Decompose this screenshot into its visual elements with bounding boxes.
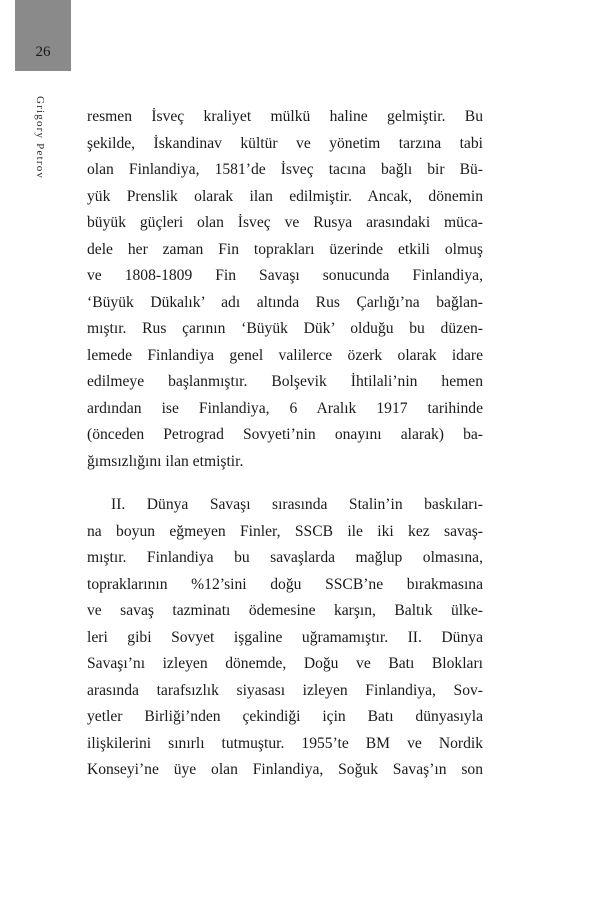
text-line: ve 1808-1809 Fin Savaşı sonucunda Finlandiya, xyxy=(87,267,483,284)
text-line: ğımsızlığını ilan etmiştir. xyxy=(87,452,244,470)
page-number-tab xyxy=(15,0,71,71)
text-line: II. Dünya Savaşı sırasında Stalin’in baskıları- xyxy=(111,496,483,513)
text-line: lemede Finlandiya genel valilerce özerk olarak idare xyxy=(87,346,483,364)
text-line: resmen İsveç kraliyet mülkü haline gelmiştir. Bu xyxy=(87,108,483,125)
running-head xyxy=(34,96,50,226)
text-line: na boyun eğmeyen Finler, SSCB ile iki kez savaş- xyxy=(87,522,483,540)
text-line: büyük güçleri olan İsveç ve Rusya arasındaki müca- xyxy=(87,214,483,231)
text-line: mıştır. Finlandiya bu savaşlarda mağlup olmasına, xyxy=(87,549,483,566)
text-line: şekilde, İskandinav kültür ve yönetim tarzına tabi xyxy=(87,134,483,152)
page-number: 26 xyxy=(35,44,51,60)
body-text xyxy=(87,104,483,784)
text-line: edilmeye başlanmıştır. Bolşevik İhtilali’nin hemen xyxy=(87,373,483,390)
text-line: ve savaş tazminatı ödemesine karşın, Baltık ülke- xyxy=(87,602,483,619)
text-line: olan Finlandiya, 1581’de İsveç tacına bağlı bir Bü- xyxy=(87,161,483,178)
running-head-author: Grigory Petrov xyxy=(34,96,46,180)
text-line: yetler Birliği’nden çekindiği için Batı dünyasıyla xyxy=(87,708,483,725)
paragraph-1 xyxy=(87,104,483,475)
text-line: yük Prenslik olarak ilan edilmiştir. Ancak, dönemin xyxy=(87,187,483,205)
text-line: (önceden Petrograd Sovyeti’nin onayını alarak) ba- xyxy=(87,426,483,443)
text-line: arasında tarafsızlık siyasası izleyen Finlandiya, Sov- xyxy=(87,681,483,699)
text-line: ilişkilerini sınırlı tutmuştur. 1955’te BM ve Nordik xyxy=(87,734,483,752)
text-line: ‘Büyük Dükalık’ adı altında Rus Çarlığı’na bağlan- xyxy=(87,293,483,311)
paragraph-2 xyxy=(87,492,483,784)
text-line: topraklarının %12’sini doğu SSCB’ne bırakmasına xyxy=(87,575,483,593)
text-line: Konseyi’ne üye olan Finlandiya, Soğuk Savaş’ın son xyxy=(87,761,483,778)
text-line: leri gibi Sovyet işgaline uğramamıştır. II. Dünya xyxy=(87,628,483,646)
text-line: dele her zaman Fin toprakları üzerinde etkili olmuş xyxy=(87,240,483,258)
text-line: Savaşı’nı izleyen dönemde, Doğu ve Batı Blokları xyxy=(87,655,483,672)
text-line: ardından ise Finlandiya, 6 Aralık 1917 tarihinde xyxy=(87,399,483,417)
text-line: mıştır. Rus çarının ‘Büyük Dük’ olduğu bu düzen- xyxy=(87,320,483,337)
